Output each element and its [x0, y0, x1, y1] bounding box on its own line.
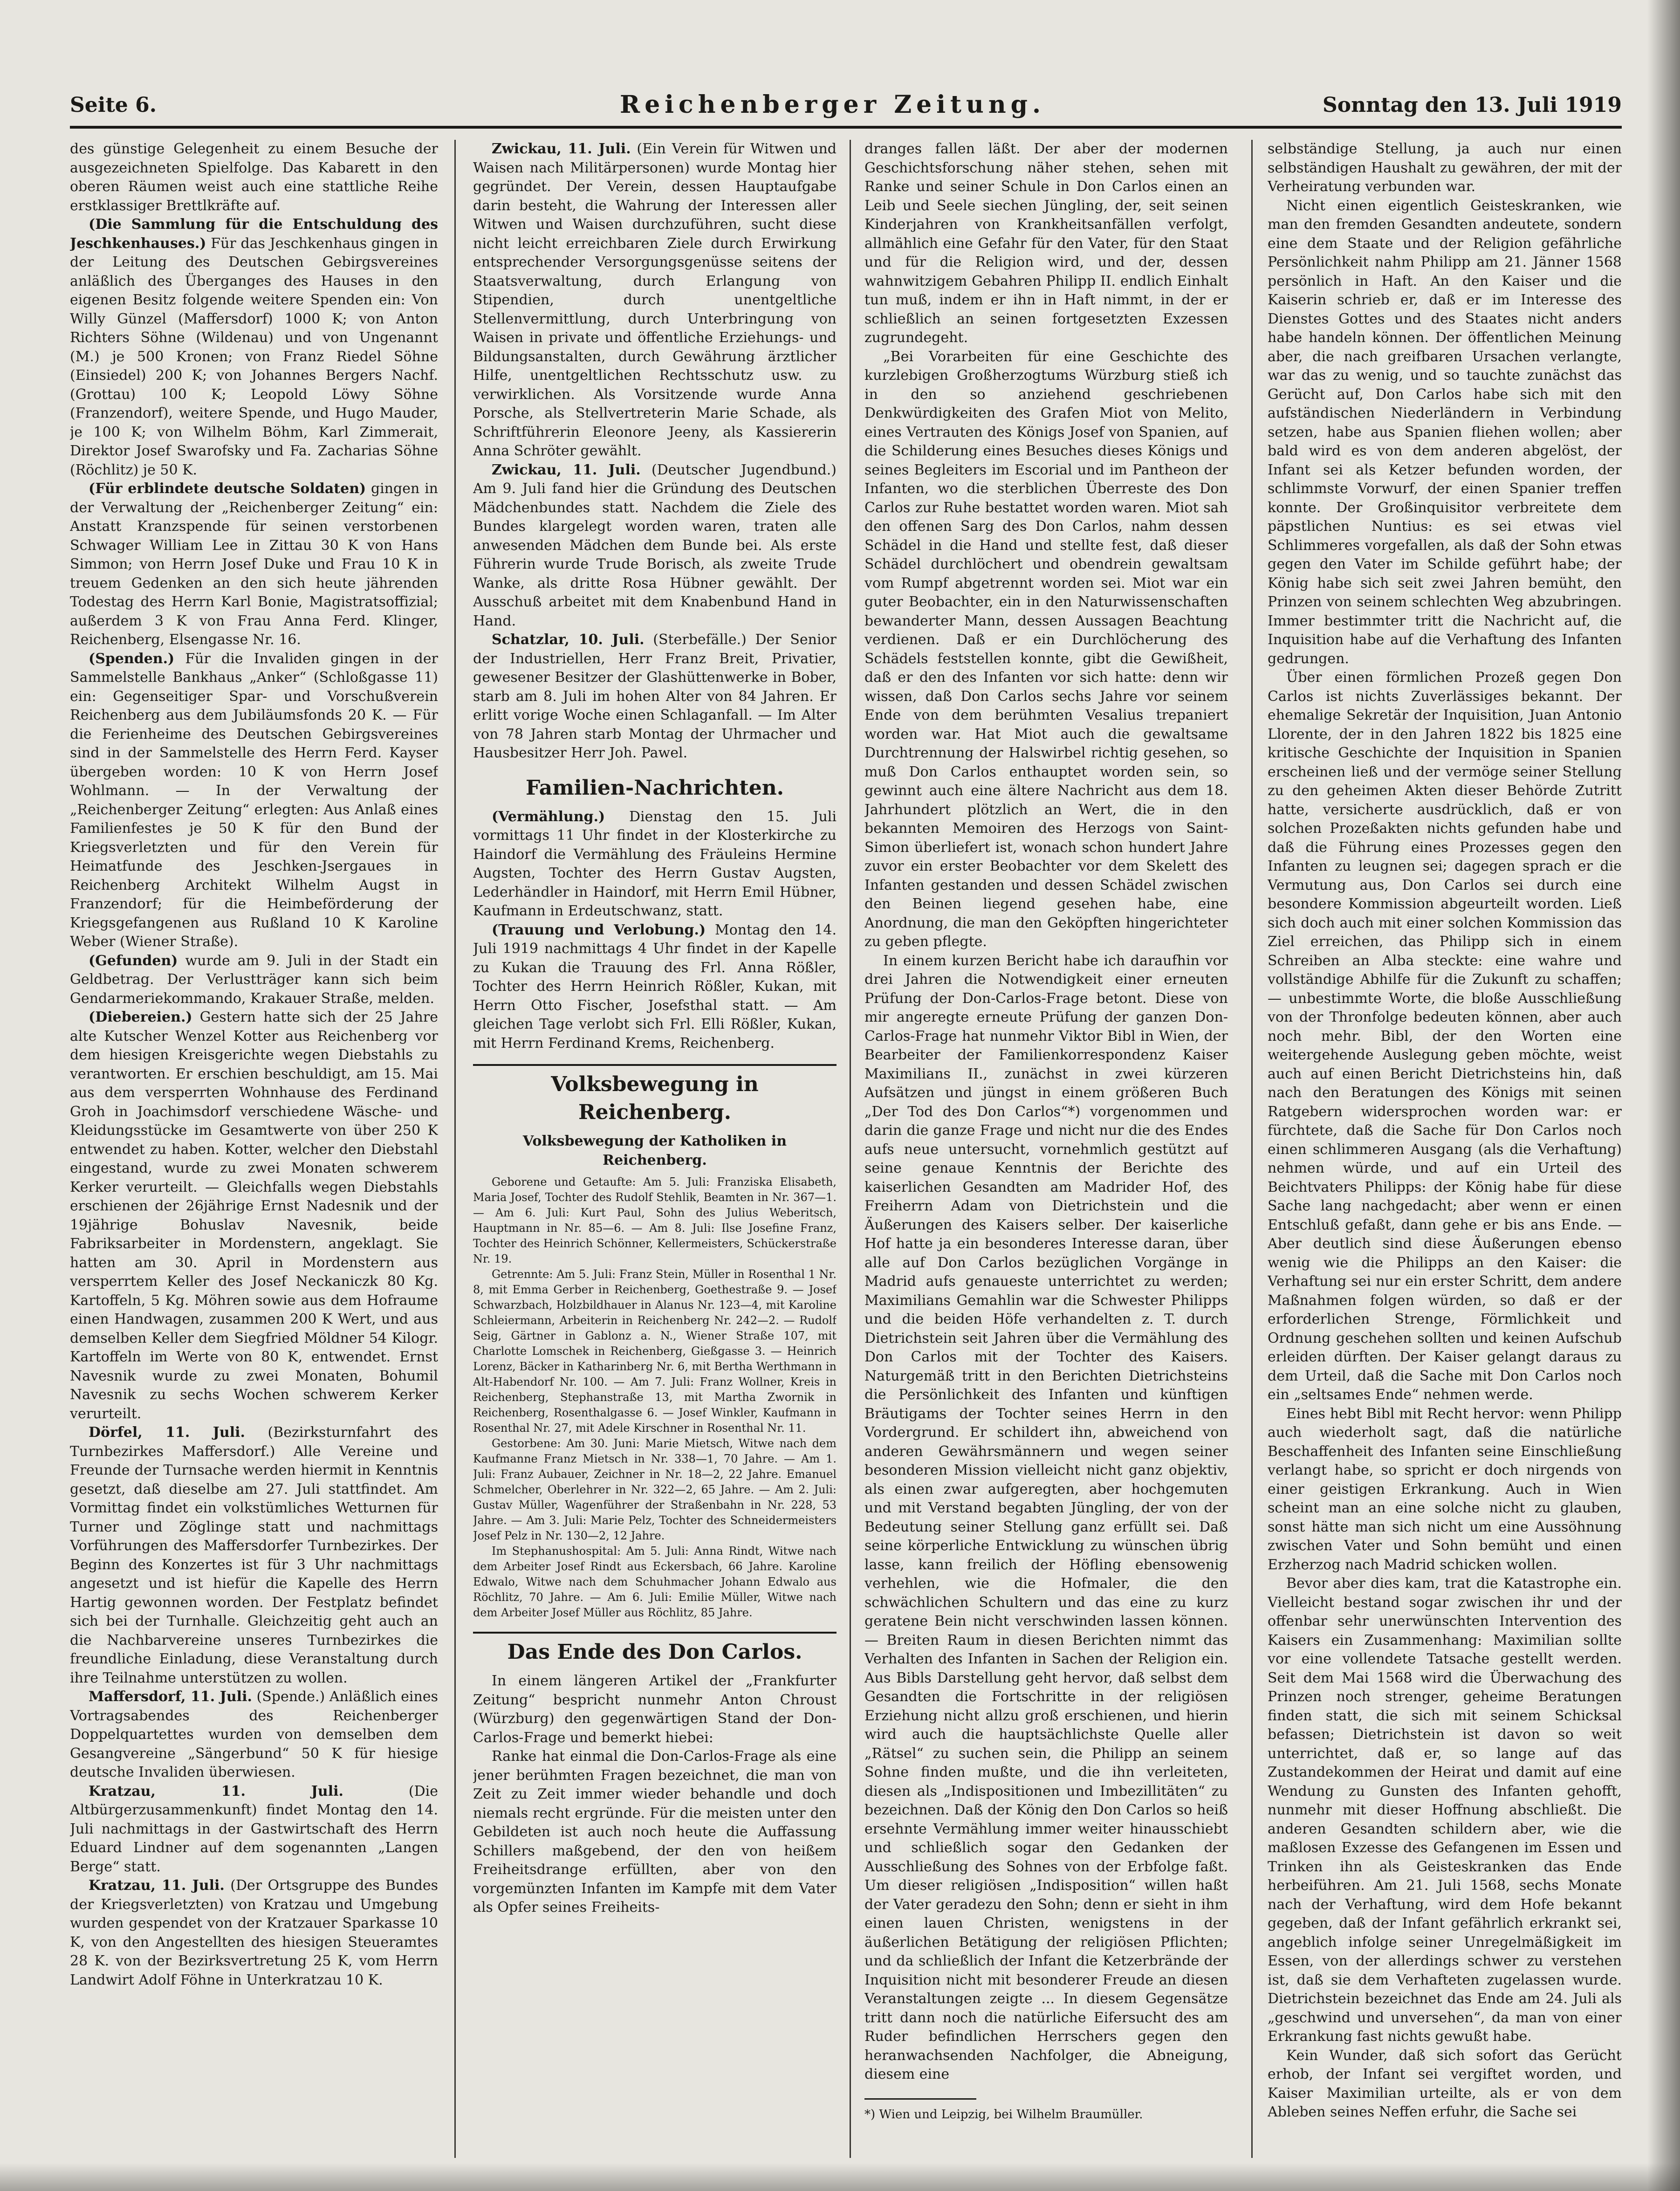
article-text: Kein Wunder, daß sich sofort das Gerücht erhob, der Infant sei vergiftet worden, und Kaiser Maximilian urteilte, als er von dem Ableben seines Neffen erfuhr, die Sache sei	[1268, 2047, 1622, 2120]
article-text: Ranke hat einmal die Don-Carlos-Frage als eine jener berühmten Fragen bezeichnet, die man von Zeit zu Zeit immer wieder behandle und doch niemals recht ergründe. Für die meisten unter den Gebildeten ist auch noch heute die Auffassung Schillers maßgebend, der den von heißem Freiheitsdrange erfüllten, aber von den vorgemünzten Infanten im Kampfe mit dem Vater als Opfer seines Freiheits-	[473, 1748, 837, 1916]
article-paragraph	[473, 631, 837, 763]
article-text: Für das Jeschkenhaus gingen in der Leitung des Deutschen Gebirgsvereines anläßlich des Überganges des Hauses in den eigenen Besitz folgende weitere Spenden ein: Von Willy Günzel (Maffersdorf) 1000 K; von Anton Richters Söhne (Wildenau) und von Ungenannt (M.) je 500 Kronen; von Franz Riedel Söhne (Einsiedel) 200 K; von Johannes Bergers Nachf. (Grottau) 100 K; Leopold Löwy Söhne (Franzendorf), weitere Spende, und Hugo Mauder, je 100 K; von Wilhelm Böhm, Karl Zimmerait, Direktor Josef Swarofsky und Fa. Zacharias Söhne (Röchlitz) je 50 K.	[70, 235, 438, 478]
article-paragraph	[70, 480, 438, 650]
column-1	[70, 140, 438, 2158]
column-2	[473, 140, 837, 2158]
column-rule	[454, 140, 456, 2158]
footnote: *) Wien und Leipzig, bei Wilhelm Braumüller.	[864, 2107, 1143, 2122]
article-lead: Dörfel, 11. Juli.	[89, 1424, 245, 1441]
article-paragraph	[473, 921, 837, 1053]
section-heading-population: Volksbewegung in Reichenberg.	[473, 1064, 837, 1126]
article-text: Montag den 14. Juli 1919 nachmittags 4 Uhr findet in der Kapelle zu Kukan die Trauung des Frl. Anna Rößler, Tochter des Herrn Heinrich Rößler, Kukan, mit Herrn Otto Fischer, Josefsthal statt. — Am gleichen Tage verlobt sich Frl. Elli Rößler, Kukan, mit Herrn Ferdinand Krems, Reichenberg.	[473, 921, 837, 1051]
page-number: Seite 6.	[70, 93, 157, 117]
article-text: Für die Invaliden gingen in der Sammelstelle Bankhaus „Anker“ (Schloßgasse 11) ein: Gegenseitiger Spar- und Vorschußverein Reichenberg aus dem Jubiläumsfonds 20 K. — Für die Ferienheime des Deutschen Gebirgsvereines sind in der Sammelstelle des Herrn Ferd. Kayser übergeben worden: 10 K von Herrn Josef Wohlmann. — In der Verwaltung der „Reichenberger Zeitung“ erlegten: Aus Anlaß eines Familienfestes je 50 K für den Bund der Kriegsverletzten und für den Verein für Heimatfunde des Jeschken-Jsergaues in Reichenberg Architekt Wilhelm Augst in Franzendorf; für die Heimbeförderung der Kriegsgefangenen aus Rußland 10 K Karoline Weber (Wiener Straße).	[70, 650, 438, 950]
article-lead: Kratzau, 11. Juli.	[89, 1877, 225, 1894]
column-4	[1268, 140, 1622, 2158]
register-entry: Getrennte: Am 5. Juli: Franz Stein, Müller in Rosenthal 1 Nr. 8, mit Emma Gerber in Reichenberg, Goethestraße 9. — Josef Schwarzbach, Holzbildhauer in Alanus Nr. 123—4, mit Karoline Schleiermann, Arbeiterin in Reichenberg Nr. 242—2. — Rudolf Seig, Gärtner in Gablonz a. N., Wiener Straße 107, mit Charlotte Lomschek in Reichenberg, Gießgasse 3. — Heinrich Lorenz, Bäcker in Katharinberg Nr. 6, mit Bertha Werthmann in Alt-Habendorf Nr. 100. — Am 7. Juli: Franz Wollner, Kreis in Reichenberg, Stephanstraße 13, mit Martha Zwornik in Reichenberg, Rosenthalgasse 6. — Josef Winkler, Kaufmann in Rosenthal Nr. 27, mit Adele Kirschner in Rosenthal Nr. 11.	[473, 1268, 837, 1435]
article-lead: Schatzlar, 10. Juli.	[492, 632, 645, 648]
article-text: selbständige Stellung, ja auch nur einen selbständigen Haushalt zu gewähren, der mit der Verheiratung verbunden war.	[1268, 141, 1622, 195]
article-text: gingen in der Verwaltung der „Reichenberger Zeitung“ ein: Anstatt Kranzspende für seinen verstorbenen Schwager William Lee in Zittau 30 K von Hans Simmon; von Herrn Josef Duke und Frau 10 K in treuem Gedenken an den sich heute jährenden Todestag des Herrn Karl Bonie, Magistratsoffizial; außerdem 3 K von Frau Anna Ferd. Klinger, Reichenberg, Elsengasse Nr. 16.	[70, 481, 438, 648]
article-text: Nicht einen eigentlich Geisteskranken, wie man den fremden Gesandten andeutete, sondern eine dem Staate und der Religion gefährliche Persönlichkeit nahm Philipp am 21. Jänner 1568 persönlich in Haft. An den Kaiser und die Kaiserin schrieb er, daß er im Interesse des Dienstes Gottes und des Staates nicht anders habe handeln können. Der öffentlichen Meinung aber, die nach greifbaren Ursachen verlangte, war das zu wenig, und so tauchte zunächst das Gerücht auf, Don Carlos habe sich mit den aufständischen Niederländern in Verbindung setzen, habe aus Spanien fliehen wollen; aber bald wird es von dem anderen abgelöst, der Infant sei als Ketzer befunden worden, der schlimmste Vorwurf, der einen Spanier treffen konnte. Der Großinquisitor verbreitete dem päpstlichen Nuntius: es sei etwas viel Schlimmeres vorgefallen, als daß der Sohn etwas gegen den Vater im Schilde geführt habe; der König habe sich seit zwei Jahren bemüht, den Prinzen von seinem schlechten Weg abzubringen. Immer bestimmter tritt die Nachricht auf, die Inquisition habe auf die Verhaftung des Infanten gedrungen.	[1268, 197, 1622, 667]
footnote-rule	[864, 2098, 976, 2100]
article-text: Bevor aber dies kam, trat die Katastrophe ein. Vielleicht bestand sogar zwischen ihr und der offenbar sehr unerwünschten Intervention des Kaisers ein Zusammenhang: Maximilian sollte vor eine vollendete Tatsache gestellt werden. Seit dem Mai 1568 wird die Überwachung des Prinzen noch strenger, geheime Beratungen finden statt, die sich mit seinem Schicksal befassen; Dietrichstein ist davon so weit unterrichtet, daß er, so lange auf das Zustandekommen der Heirat und damit auf eine Wendung zu Gunsten des Infanten gehofft, nunmehr mit dieser Hoffnung abschließt. Die anderen Gesandten schildern aber, wie die maßlosen Exzesse des Gefangenen im Essen und Trinken ihn als Geisteskranken das Ende herbeiführen. Am 21. Juli 1568, sechs Monate nach der Verhaftung, wird dem Hofe bekannt gegeben, daß der Infant gefährlich erkrankt sei, angeblich infolge seiner Unregelmäßigkeit im Essen, von der allerdings schwer zu verstehen ist, daß sie dem Verhafteten zugelassen wurde. Dietrichstein bezeichnet das Ende am 24. Juli als „geschwind und unversehen“, da man von einer Erkrankung fast nichts gewußt habe.	[1268, 1575, 1622, 2045]
article-text: In einem längeren Artikel der „Frankfurter Zeitung“ bespricht nunmehr Anton Chroust (Würzburg) den gegenwärtigen Stand der Don-Carlos-Frage und bemerkt hiebei:	[473, 1673, 837, 1746]
article-text: (Spende.) Anläßlich eines Vortragsabendes des Reichenberger Doppelquartettes wurden von demselben dem Gesangvereine „Sängerbund“ 50 K für hiesige deutsche Invaliden überwiesen.	[70, 1689, 438, 1780]
column-rule	[1251, 140, 1253, 2158]
article-paragraph	[70, 1876, 438, 1990]
article-paragraph	[70, 952, 438, 1009]
issue-date: Sonntag den 13. Juli 1919	[1323, 93, 1622, 117]
article-lead: Maffersdorf, 11. Juli.	[89, 1689, 252, 1705]
article-paragraph	[70, 650, 438, 952]
article-text: (Deutscher Jugendbund.) Am 9. Juli fand hier die Gründung des Deutschen Mädchenbundes statt. Nachdem die Ziele des Bundes klargelegt worden waren, traten alle anwesenden Mädchen dem Bunde bei. Als erste Führerin wurde Trude Borisch, als zweite Trude Wanke, als dritte Rosa Hübner gewählt. Der Ausschuß arbeitet mit dem Knabenbund Hand in Hand.	[473, 461, 837, 629]
page-edge-shadow	[1647, 0, 1680, 2191]
article-lead: (Gefunden)	[89, 952, 178, 969]
article-lead: (Spenden.)	[89, 650, 175, 667]
column-rule	[850, 140, 851, 2158]
article-lead: (Vermählung.)	[492, 808, 605, 825]
article-text: Eines hebt Bibl mit Recht hervor: wenn Philipp auch wiederholt sagt, daß die natürliche Beschaffenheit des Infanten seine Einschließung verlangt habe, so spricht er doch nirgends von einer geistigen Erkrankung. Auch in Wien scheint man an eine solche nicht zu glauben, sonst hätte man sich nicht um eine Aussöhnung zwischen Vater und Sohn bemüht und einen Erzherzog nach Madrid schicken wollen.	[1268, 1405, 1622, 1573]
article-paragraph	[473, 140, 837, 461]
article-paragraph	[70, 1423, 438, 1688]
section-heading-family: Familien-Nachrichten.	[525, 776, 784, 800]
article-lead: (Diebereien.)	[89, 1009, 192, 1025]
article-text: wurde am 9. Juli in der Stadt ein Geldbetrag. Der Verlustträger kann sich beim Gendarmeriekommando, Krakauer Straße, melden.	[70, 952, 438, 1007]
article-text: Dienstag den 15. Juli vormittags 11 Uhr findet in der Klosterkirche zu Haindorf die Vermählung des Fräuleins Hermine Augsten, Tochter des Herrn Gustav Augsten, Lederhändler in Haindorf, mit Herrn Emil Hübner, Kaufmann in Erdeutschwanz, statt.	[473, 808, 837, 919]
register-entry: Gestorbene: Am 30. Juni: Marie Mietsch, Witwe nach dem Kaufmanne Franz Mietsch in Nr. 338—1, 70 Jahre. — Am 1. Juli: Franz Aubauer, Zeichner in Nr. 18—2, 22 Jahre. Emanuel Schmelcher, Oberlehrer in Nr. 322—2, 65 Jahre. — Am 2. Juli: Gustav Müller, Wagenführer der Straßenbahn in Nr. 228, 53 Jahre. — Am 3. Juli: Marie Pelz, Tochter des Schneidermeisters Josef Pelz in Nr. 130—2, 12 Jahre.	[473, 1437, 837, 1542]
register-entry: Geborene und Getaufte: Am 5. Juli: Franziska Elisabeth, Maria Josef, Tochter des Rudolf Stehlik, Beamten in Nr. 367—1. — Am 6. Juli: Kurt Paul, Sohn des Julius Weberitsch, Hauptmann in Nr. 85—6. — Am 8. Juli: Ilse Josefine Franz, Tochter des Heinrich Schönner, Kellermeisters, Schückerstraße Nr. 19.	[473, 1175, 837, 1265]
register-entry: Im Stephanushospital: Am 5. Juli: Anna Rindt, Witwe nach dem Arbeiter Josef Rindt aus Eckersbach, 66 Jahre. Karoline Edwalo, Witwe nach dem Schuhmacher Johann Edwalo aus Röchlitz, 70 Jahre. — Am 6. Juli: Emilie Müller, Witwe nach dem Arbeiter Josef Müller aus Röchlitz, 85 Jahre.	[473, 1545, 837, 1619]
article-text: Über einen förmlichen Prozeß gegen Don Carlos ist nichts Zuverlässiges bekannt. Der ehemalige Sekretär der Inquisition, Juan Antonio Llorente, der in den Jahren 1822 bis 1825 eine kritische Geschichte der Inquisition in Spanien erscheinen ließ und der vermöge seiner Stellung zu den geheimen Akten dieser Behörde Zutritt hatte, versicherte ausdrücklich, daß er von solchen Prozeßakten nichts gefunden habe und daß die Führung eines Prozesses gegen den Infanten zu leugnen sei; dagegen sprach er die Vermutung aus, Don Carlos sei durch eine besondere Kommission abgeurteilt worden. Ließ sich doch auch mit einer solchen Kommission das Ziel erreichen, das Philipp sich in einem Schreiben an Alba steckte: eine wahre und vollständige Abhilfe für die Zukunft zu schaffen; — unbestimmte Worte, die bloße Ausschließung von der Thronfolge bedeuten können, aber auch noch mehr. Bibl, der den Worten eine weitergehende Auslegung geben möchte, weist auch auf einen Bericht Dietrichsteins hin, daß nach den Beratungen des Königs mit seinen Ratgebern widersprochen worden war: er fürchtete, daß die Sache für Don Carlos noch einen schlimmeren Ausgang (als die Verhaftung) nehmen würde, und auf ein Urteil des Beichtvaters Philipps: der König habe für diese Sache lang nachgedacht; aber wenn er einen Entschluß gefaßt, dann gehe er bis ans Ende. — Aber deutlich sind diese Äußerungen ebenso wenig wie die Philipps an den Kaiser: die Verhaftung sei nur ein erster Schritt, dem andere Maßnahmen folgen würden, so daß er der erforderlichen Strenge, Förmlichkeit und Ordnung geschehen sollten und keinen Aufschub erleiden dürften. Der Kaiser gelangt daraus zu dem Urteil, daß die Sache mit Don Carlos noch ein „seltsames Ende“ nehmen werde.	[1268, 669, 1622, 1403]
article-paragraph	[70, 1782, 438, 1877]
article-text: (Der Ortsgruppe des Bundes der Kriegsverletzten) von Kratzau und Umgebung wurden gespendet von der Kratzauer Sparkasse 10 K, von den Angestellten des hiesigen Steueramtes 28 K. von der Bezirksvertretung 25 K, vom Herrn Landwirt Adolf Föhne in Unterkratzau 10 K.	[70, 1877, 438, 1988]
article-text: dranges fallen läßt. Der aber der modernen Geschichtsforschung näher stehen, sehen mit Ranke und seiner Schule in Don Carlos einen an Leib und Seele siechen Jüngling, der, seit seinen Kinderjahren von Krankheitsanfällen verfolgt, allmählich eine Gefahr für den Vater, für den Staat und für die Religion wird, und der, dessen wahnwitzigem Gebahren Philipp II. endlich Einhalt tun muß, indem er ihn in Haft nimmt, in der er schließlich an seinen fortgesetzten Exzessen zugrundegeht.	[864, 141, 1228, 346]
article-paragraph	[70, 215, 438, 480]
article-text: des günstige Gelegenheit zu einem Besuche der ausgezeichneten Spielfolge. Das Kabarett in den oberen Räumen weist auch eine stattliche Reihe erstklassiger Brettlkräfte auf.	[70, 141, 438, 214]
article-lead: Zwickau, 11. Juli.	[492, 141, 631, 157]
section-heading-don-carlos: Das Ende des Don Carlos.	[473, 1632, 837, 1666]
article-text: (Sterbefälle.) Der Senior der Industriellen, Herr Franz Breit, Privatier, gewesener Besitzer der Glashüttenwerke in Bober, starb am 8. Juli im hohen Alter von 84 Jahren. Er erlitt vorige Woche einen Schlaganfall. — Im Alter von 78 Jahren starb Montag der Uhrmacher und Hausbesitzer Herr Joh. Pawel.	[473, 632, 837, 761]
article-paragraph	[70, 1688, 438, 1782]
masthead	[70, 89, 1622, 129]
article-lead: (Trauung und Verlobung.)	[492, 921, 706, 938]
article-paragraph	[473, 461, 837, 631]
article-text: (Die Altbürgerzusammenkunft) findet Montag den 14. Juli nachmittags in der Gastwirtschaft des Herrn Eduard Lindner auf dem sogenannten „Langen Berge“ statt.	[70, 1783, 438, 1875]
section-subheading: Volksbewegung der Katholiken in Reichenberg.	[522, 1133, 787, 1168]
article-text: (Bezirksturnfahrt des Turnbezirkes Maffersdorf.) Alle Vereine und Freunde der Turnsache werden hiermit in Kenntnis gesetzt, daß dieselbe am 27. Juli stattfindet. Am Vormittag findet ein volkstümliches Wetturnen für Turner und Zöglinge statt und nachmittags Vorführungen des Maffersdorfer Turnbezirkes. Der Beginn des Konzertes ist für 3 Uhr nachmittags angesetzt und ist hiefür die Kapelle des Herrn Hartig gewonnen worden. Der Festplatz befindet sich bei der Turnhalle. Gleichzeitig geht auch an die Nachbarvereine unseres Turnbezirkes die freundliche Einladung, diese Veranstaltung durch ihre Teilnahme unterstützen zu wollen.	[70, 1424, 438, 1686]
article-text: (Ein Verein für Witwen und Waisen nach Militärpersonen) wurde Montag hier gegründet. Der Verein, dessen Hauptaufgabe darin besteht, die Wahrung der Interessen aller Witwen und Waisen durchzuführen, sucht diese nicht leicht erreichbaren Ziele durch Erwirkung entsprechender Versorgungsgenüsse seitens der Staatsverwaltung, durch Erlangung von Stipendien, durch unentgeltliche Stellenvermittlung, durch Unterbringung von Waisen in private und öffentliche Erziehungs- und Bildungsanstalten, durch Gewährung ärztlicher Hilfe, unentgeltlichen Rechtsschutz usw. zu verwirklichen. Als Vorsitzende wurde Anna Porsche, als Stellvertreterin Marie Schade, als Schriftführerin Eleonore Jeeny, als Kassiererin Anna Schröter gewählt.	[473, 141, 837, 459]
article-lead: Zwickau, 11. Juli.	[492, 461, 641, 478]
newspaper-title: Reichenberger Zeitung.	[620, 90, 1046, 119]
article-paragraph	[473, 808, 837, 921]
article-lead: (Für erblindete deutsche Soldaten)	[89, 481, 366, 497]
article-lead: Kratzau, 11. Juli.	[89, 1783, 343, 1800]
article-paragraph	[70, 1008, 438, 1423]
article-lead: (Die Sammlung für die Entschuldung des Jeschkenhauses.)	[70, 216, 438, 252]
column-3	[864, 140, 1228, 2158]
article-text: „Bei Vorarbeiten für eine Geschichte des kurzlebigen Großherzogtums Würzburg stieß ich in den so anziehend geschriebenen Denkwürdigkeiten des Grafen Miot von Melito, eines Vertrauten des Königs Josef von Spanien, auf die Schilderung eines Besuches dieses Königs und seines Begleiters im Escorial und im Pantheon der Infanten, wo die sterblichen Überreste des Don Carlos zur Ruhe bestattet worden waren. Miot sah den offenen Sarg des Don Carlos, nahm dessen Schädel in die Hand und stellte fest, daß dieser Schädel durchlöchert und obendrein gewaltsam vom Rumpf abgetrennt worden sei. Miot war ein guter Beobachter, ein in den Naturwissenschaften bewanderter Mann, dessen Aussagen Beachtung verdienen. Daß er ein Durchlöcherung des Schädels feststellen konnte, gibt die Gewißheit, daß er den des Infanten vor sich hatte: denn wir wissen, daß Don Carlos sechs Jahre vor seinem Ende von dem berühmten Vesalius trepaniert worden war. Hat Miot auch die gewaltsame Durchtrennung der Halswirbel richtig gesehen, so muß Don Carlos enthauptet worden sein, so gewinnt auch eine ältere Nachricht aus dem 18. Jahrhundert plötzlich an Wert, die in den bekannten Memoiren des Herzogs von Saint-Simon überliefert ist, wonach schon hundert Jahre zuvor ein erster Beobachter vor dem Skelett des Infanten gestanden und dessen Schädel zwischen den Beinen liegend gesehen habe, eine Anordnung, die man den Geköpften hingerichteter zu geben pflegte.	[864, 348, 1228, 950]
article-text: Gestern hatte sich der 25 Jahre alte Kutscher Wenzel Kotter aus Reichenberg vor dem hiesigen Kreisgerichte wegen Diebstahls zu verantworten. Er erschien beschuldigt, am 15. Mai aus dem versperrten Wohnhause des Ferdinand Groh in Joachimsdorf verschiedene Wäsche- und Kleidungsstücke im Gesamtwerte von über 250 K entwendet zu haben. Kotter, welcher den Diebstahl eingestand, wurde zu zwei Monaten schwerem Kerker verurteilt. — Gleichfalls wegen Diebstahls erschienen der 26jährige Ernst Nadesnik und der 19jährige Bohuslav Navesnik, beide Fabriksarbeiter in Mordenstern, angeklagt. Sie hatten am 30. April in Mordenstern aus versperrtem Keller des Josef Neckaniczk 80 Kg. Kartoffeln, 5 Kg. Möhren sowie aus dem Hofraume einen Handwagen, zusammen 200 K Wert, und aus demselben Keller dem Siegfried Möldner 54 Kilogr. Kartoffeln im Werte von 80 K, entwendet. Ernst Navesnik wurde zu zwei Monaten, Bohumil Navesnik zu sechs Wochen schwerem Kerker verurteilt.	[70, 1009, 438, 1422]
article-text: In einem kurzen Bericht habe ich daraufhin vor drei Jahren die Notwendigkeit einer erneuten Prüfung der Don-Carlos-Frage betont. Diese von mir angeregte erneute Prüfung der ganzen Don-Carlos-Frage hat nunmehr Viktor Bibl in Wien, der Bearbeiter der Familienkorrespondenz Kaiser Maximilians II., zunächst in zwei kürzeren Aufsätzen und jüngst in einem größeren Buch „Der Tod des Don Carlos“*) vorgenommen und darin die ganze Frage und nicht nur die des Endes aufs neue untersucht, vornehmlich gestützt auf seine genaue Kenntnis der Berichte des kaiserlichen Gesandten am Madrider Hof, des Freiherrn Adam von Dietrichstein und die Äußerungen des Kaisers selber. Der kaiserliche Hof hatte ja ein besonderes Interesse daran, über alle auf Don Carlos bezüglichen Vorgänge in Madrid aufs genaueste unterrichtet zu werden; Maximilians Gemahlin war die Schwester Philipps und die beiden Höfe verhandelten z. T. durch Dietrichstein seit Jahren über die Vermählung des Don Carlos mit der Tochter des Kaisers. Naturgemäß tritt in den Berichten Dietrichsteins die Persönlichkeit des Infanten und künftigen Bräutigams der Tochter seines Herrn in den Vordergrund. Er schildert ihn, abweichend von anderen Gewährsmännern und wegen seiner besonderen Mission vielleicht nicht ganz objektiv, als einen zwar aufgeregten, aber hochgemuten und mit Verstand begabten Jüngling, der von der Bedeutung seiner Stellung ganz erfüllt sei. Daß seine körperliche Entwicklung zu wünschen übrig lasse, kann freilich der Höfling ebensowenig verhehlen, wie die Hofmaler, die den schwächlichen Schultern und das eine zu kurz geratene Bein nicht verschwinden lassen können. — Breiten Raum in diesen Berichten nimmt das Verhalten des Infanten in Sachen der Religion ein. Aus Bibls Darstellung geht hervor, daß selbst dem Gesandten die Fortschritte in der religiösen Erziehung nicht allzu groß erschienen, und hierin wird auch die hauptsächlichste Quelle aller „Rätsel“ zu suchen sein, die Philipp an seinem Sohne finden mußte, und die ihn verleiteten, diesen als „Indispositionen und Imbezillitäten“ zu bezeichnen. Daß der König den Don Carlos so heiß ersehnte Vermählung immer weiter hinausschiebt und schließlich sogar den Gedanken der Ausschließung des Sohnes von der Erbfolge faßt. Um dieser religiösen „Indisposition“ willen haßt der Vater geradezu den Sohn; denn er sieht in ihm einen lauen Christen, wenigstens in der äußerlichen Betätigung der religiösen Pflichten; und da schließlich der Infant die Ketzerbrände der Inquisition nicht mit besonderer Freude an diesen Veranstaltungen zeigte ... In diesem Gegensätze tritt dann noch die natürliche Eifersucht des am Ruder befindlichen Herrschers gegen den heranwachsenden Nachfolger, die Abneigung, diesem eine	[864, 952, 1228, 2082]
page-bottom-shadow	[0, 2163, 1680, 2191]
